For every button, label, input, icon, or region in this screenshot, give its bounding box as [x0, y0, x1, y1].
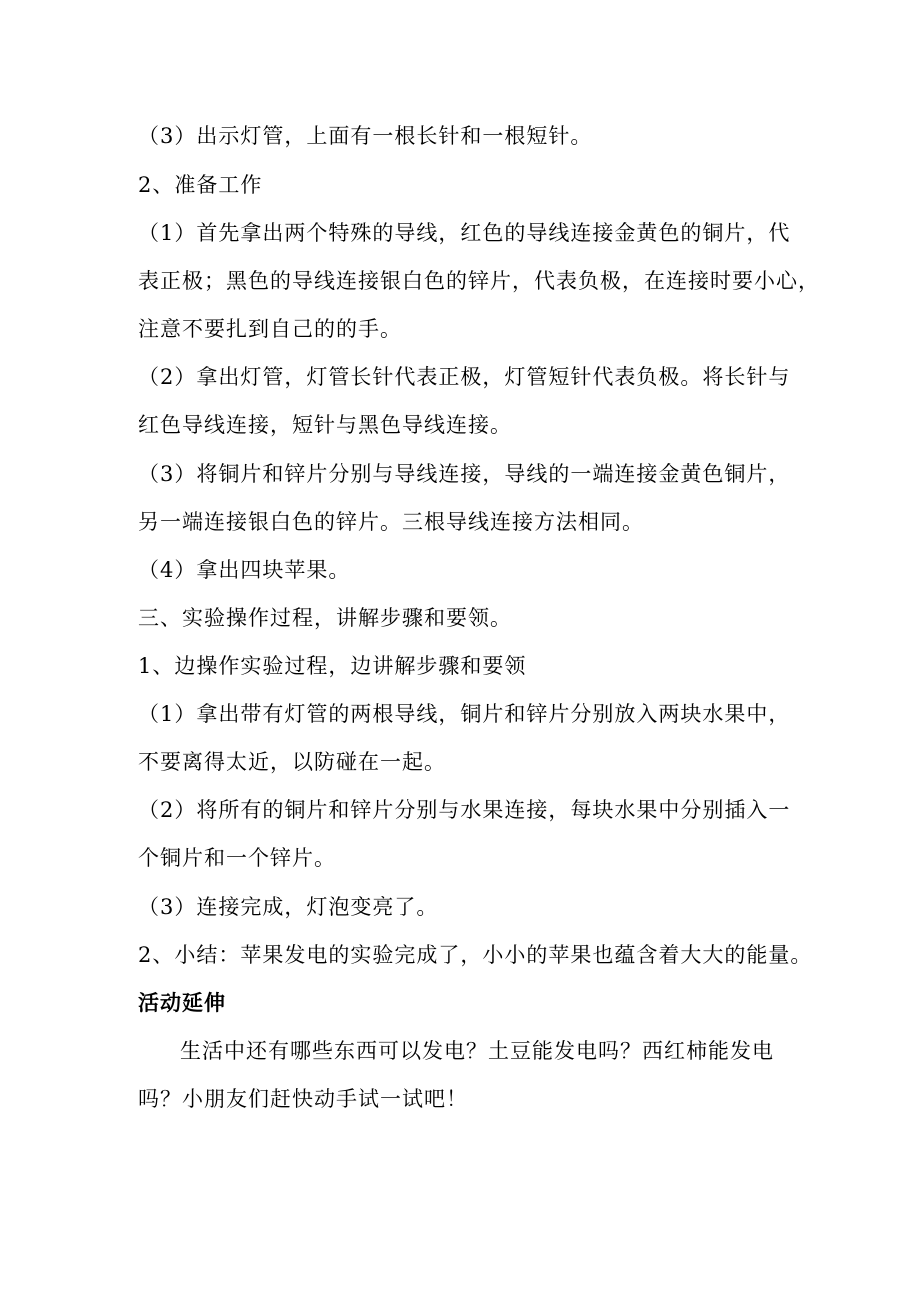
extension-heading: 活动延伸: [138, 991, 226, 1015]
extension-line-1: 生活中还有哪些东西可以发电？土豆能发电吗？西红柿能发电: [180, 1039, 774, 1063]
text-line-8: （3）将铜片和锌片分别与导线连接，导线的一端连接金黄色铜片，: [138, 462, 791, 486]
text-line-1: （3）出示灯管，上面有一根长针和一根短针。: [138, 124, 593, 148]
text-line-5: 注意不要扎到自己的的手。: [138, 317, 402, 341]
text-line-17: （3）连接完成，灯泡变亮了。: [138, 895, 439, 919]
text-line-2: 2、准备工作: [138, 173, 263, 197]
text-line-6: （2）拿出灯管，灯管长针代表正极，灯管短针代表负极。将长针与: [138, 365, 791, 389]
text-line-9: 另一端连接银白色的锌片。三根导线连接方法相同。: [138, 510, 644, 534]
text-line-7: 红色导线连接，短针与黑色导线连接。: [138, 413, 512, 437]
text-line-12: 1、边操作实验过程，边讲解步骤和要领: [138, 654, 527, 678]
text-line-10: （4）拿出四块苹果。: [138, 558, 351, 582]
text-line-15: （2）将所有的铜片和锌片分别与水果连接，每块水果中分别插入一: [138, 798, 791, 822]
text-line-13: （1）拿出带有灯管的两根导线，铜片和锌片分别放入两块水果中，: [138, 702, 791, 726]
text-line-3: （1）首先拿出两个特殊的导线，红色的导线连接金黄色的铜片，代: [138, 221, 791, 245]
text-line-14: 不要离得太近，以防碰在一起。: [138, 750, 446, 774]
text-line-11: 三、实验操作过程，讲解步骤和要领。: [138, 606, 512, 630]
text-line-4: 表正极；黑色的导线连接银白色的锌片，代表负极，在连接时要小心，: [138, 269, 820, 293]
text-line-16: 个铜片和一个锌片。: [138, 846, 336, 870]
text-line-18: 2、小结：苹果发电的实验完成了，小小的苹果也蕴含着大大的能量。: [138, 943, 813, 967]
extension-line-2: 吗？小朋友们赶快动手试一试吧！: [138, 1087, 468, 1111]
